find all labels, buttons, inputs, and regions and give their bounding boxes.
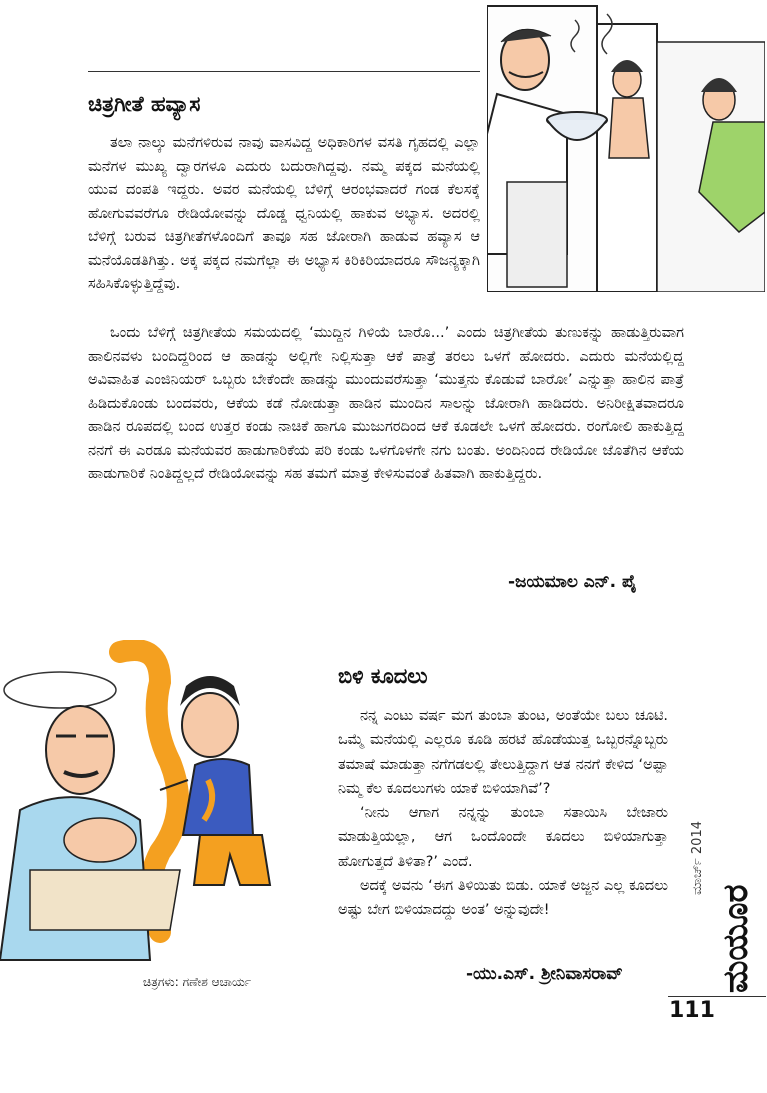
- page-number: 111: [669, 998, 715, 1023]
- article2-body: [338, 704, 668, 923]
- article1-title: ಚಿತ್ರಗೀತೆ ಹವ್ಯಾಸ: [88, 92, 201, 116]
- article1-body-top: [88, 131, 480, 319]
- article1-author: -ಜಯಮಾಲ ಎನ್. ಪೈ: [508, 572, 637, 592]
- article1-paragraph-1: ತಲಾ ನಾಲ್ಕು ಮನೆಗಳಿರುವ ನಾವು ವಾಸವಿದ್ದ ಅಧಿಕಾರಿಗಳ ವಸತಿ ಗೃಹದಲ್ಲಿ ಎಲ್ಲಾ ಮನೆಗಳ ಮುಖ್ಯ ದ್ವಾರಗಳೂ ಎದುರು ಬದುರಾಗಿದ್ದವು. ನಮ್ಮ ಪಕ್ಕದ ಮನೆಯಲ್ಲಿ ಯುವ ದಂಪತಿ ಇದ್ದರು. ಅವರ ಮನೆಯಲ್ಲಿ ಬೆಳಿಗ್ಗೆ ಆರಂಭವಾದರೆ ಗಂಡ ಕೆಲಸಕ್ಕೆ ಹೋಗುವವರೆಗೂ ರೇಡಿಯೋವನ್ನು ದೊಡ್ಡ ಧ್ವನಿಯಲ್ಲಿ ಹಾಕುವ ಅಭ್ಯಾಸ. ಅದರಲ್ಲಿ ಬೆಳಿಗ್ಗೆ ಬರುವ ಚಿತ್ರಗೀತೆಗಳೊಂದಿಗೆ ತಾವೂ ಸಹ ಜೋರಾಗಿ ಹಾಡುವ ಹವ್ಯಾಸ ಆ ಮನೆಯೊಡತಿಗಿತ್ತು. ಅಕ್ಕ ಪಕ್ಕದ ನಮಗೆಲ್ಲಾ ಈ ಅಭ್ಯಾಸ ಕಿರಿಕಿರಿಯಾದರೂ ಸೌಜನ್ಯಕ್ಕಾಗಿ ಸಹಿಸಿಕೊಳ್ಳುತ್ತಿದ್ದೆವು.: [88, 134, 480, 292]
- article2-title: ಬಿಳಿ ಕೂದಲು: [338, 664, 428, 688]
- illustration-father-son: [0, 640, 322, 962]
- article2-paragraph-2: ‘ನೀನು ಆಗಾಗ ನನ್ನನ್ನು ತುಂಬಾ ಸತಾಯಿಸಿ ಬೇಜಾರು ಮಾಡುತ್ತಿಯಲ್ಲಾ, ಆಗ ಒಂದೊಂದೇ ಕೂದಲು ಬಿಳಿಯಾಗುತ್ತಾ ಹೋಗುತ್ತದೆ ತಿಳಿತಾ?’ ಎಂದೆ.: [338, 805, 668, 870]
- article1-body-bottom: [88, 321, 684, 486]
- article2-paragraph-1: ನನ್ನ ಎಂಟು ವರ್ಷ ಮಗ ತುಂಬಾ ತುಂಟ, ಅಂತೆಯೇ ಬಲು ಚೂಟಿ. ಒಮ್ಮೆ ಮನೆಯಲ್ಲಿ ಎಲ್ಲರೂ ಕೂಡಿ ಹರಟೆ ಹೊಡೆಯುತ್ತ ಒಬ್ಬರನ್ನೊಬ್ಬರು ತಮಾಷೆ ಮಾಡುತ್ತಾ ನಗೆಗಡಲಲ್ಲಿ ತೇಲುತ್ತಿದ್ದಾಗ ಆತ ನನಗೆ ಕೇಳಿದ ‘ಅಪ್ಪಾ ನಿಮ್ಮ ಕೆಲ ಕೂದಲುಗಳು ಯಾಕೆ ಬಿಳಿಯಾಗಿವೆ’?: [338, 708, 668, 797]
- magazine-logo-text: ಮಯೂರ: [716, 884, 756, 993]
- article2-author: -ಯು.ಎಸ್. ಶ್ರೀನಿವಾಸರಾವ್: [466, 964, 623, 984]
- illustration-neighbours: [487, 2, 765, 292]
- article2-paragraph-3: ಅದಕ್ಕೆ ಅವನು ‘ಈಗ ತಿಳಿಯಿತು ಬಿಡು. ಯಾಕೆ ಅಜ್ಜನ ಎಲ್ಲ ಕೂದಲು ಅಷ್ಟು ಬೇಗ ಬಿಳಿಯಾದದ್ದು ಅಂತ’ ಅನ್ನುವುದೇ!: [338, 878, 668, 919]
- illustration-caption: ಚಿತ್ರಗಳು: ಗಣೇಶ ಆಚಾರ್ಯ: [143, 975, 252, 989]
- article1-paragraph-2: ಒಂದು ಬೆಳಿಗ್ಗೆ ಚಿತ್ರಗೀತೆಯ ಸಮಯದಲ್ಲಿ ‘ಮುದ್ದಿನ ಗಿಳಿಯೆ ಬಾರೊ...’ ಎಂದು ಚಿತ್ರಗೀತೆಯ ತುಣುಕನ್ನು ಹಾಡುತ್ತಿರುವಾಗ ಹಾಲಿನವಳು ಬಂದಿದ್ದರಿಂದ ಆ ಹಾಡನ್ನು ಅಲ್ಲಿಗೇ ನಿಲ್ಲಿಸುತ್ತಾ ಆಕೆ ಪಾತ್ರೆ ತರಲು ಒಳಗೆ ಹೋದರು. ಎದುರು ಮನೆಯಲ್ಲಿದ್ದ ಅವಿವಾಹಿತ ಎಂಜಿನಿಯರ್ ಒಬ್ಬರು ಬೇಕೆಂದೇ ಹಾಡನ್ನು ಮುಂದುವರೆಸುತ್ತಾ ‘ಮುತ್ತನು ಕೊಡುವೆ ಬಾರೋ’ ಎನ್ನುತ್ತಾ ಹಾಲಿನ ಪಾತ್ರೆ ಹಿಡಿದುಕೊಂಡು ಬಂದವರು, ಆಕೆಯ ಕಡೆ ನೋಡುತ್ತಾ ಹಾಡಿನ ಮುಂದಿನ ಸಾಲನ್ನು ಜೋರಾಗಿ ಹಾಡಿದರು. ಅನಿರೀಕ್ಷಿತವಾದರೂ ಹಾಡಿನ ರೂಪದಲ್ಲಿ ಬಂದ ಉತ್ತರ ಕಂಡು ನಾಚಿಕೆ ಹಾಗೂ ಮುಜುಗರದಿಂದ ಆಕೆ ಕೂಡಲೇ ಒಳಗೆ ಹೋದರು. ರಂಗೋಲಿ ಹಾಕುತ್ತಿದ್ದ ನನಗೆ ಈ ಎರಡೂ ಮನೆಯವರ ಹಾಡುಗಾರಿಕೆಯ ಪರಿ ಕಂಡು ಒಳಗೊಳಗೇ ನಗು ಬಂತು. ಅಂದಿನಿಂದ ರೇಡಿಯೋ ಜೊತೆಗಿನ ಆಕೆಯ ಹಾಡುಗಾರಿಕೆ ನಿಂತಿದ್ದಲ್ಲದೆ ರೇಡಿಯೋವನ್ನು ಸಹ ತಮಗೆ ಮಾತ್ರ ಕೇಳಿಸುವಂತೆ ಹಿತವಾಗಿ ಹಾಕುತ್ತಿದ್ದರು.: [88, 324, 684, 482]
- top-divider: [88, 71, 480, 72]
- page-number-rule: [668, 996, 766, 997]
- issue-date: ಮಾರ್ಚ್ 2014: [690, 821, 705, 895]
